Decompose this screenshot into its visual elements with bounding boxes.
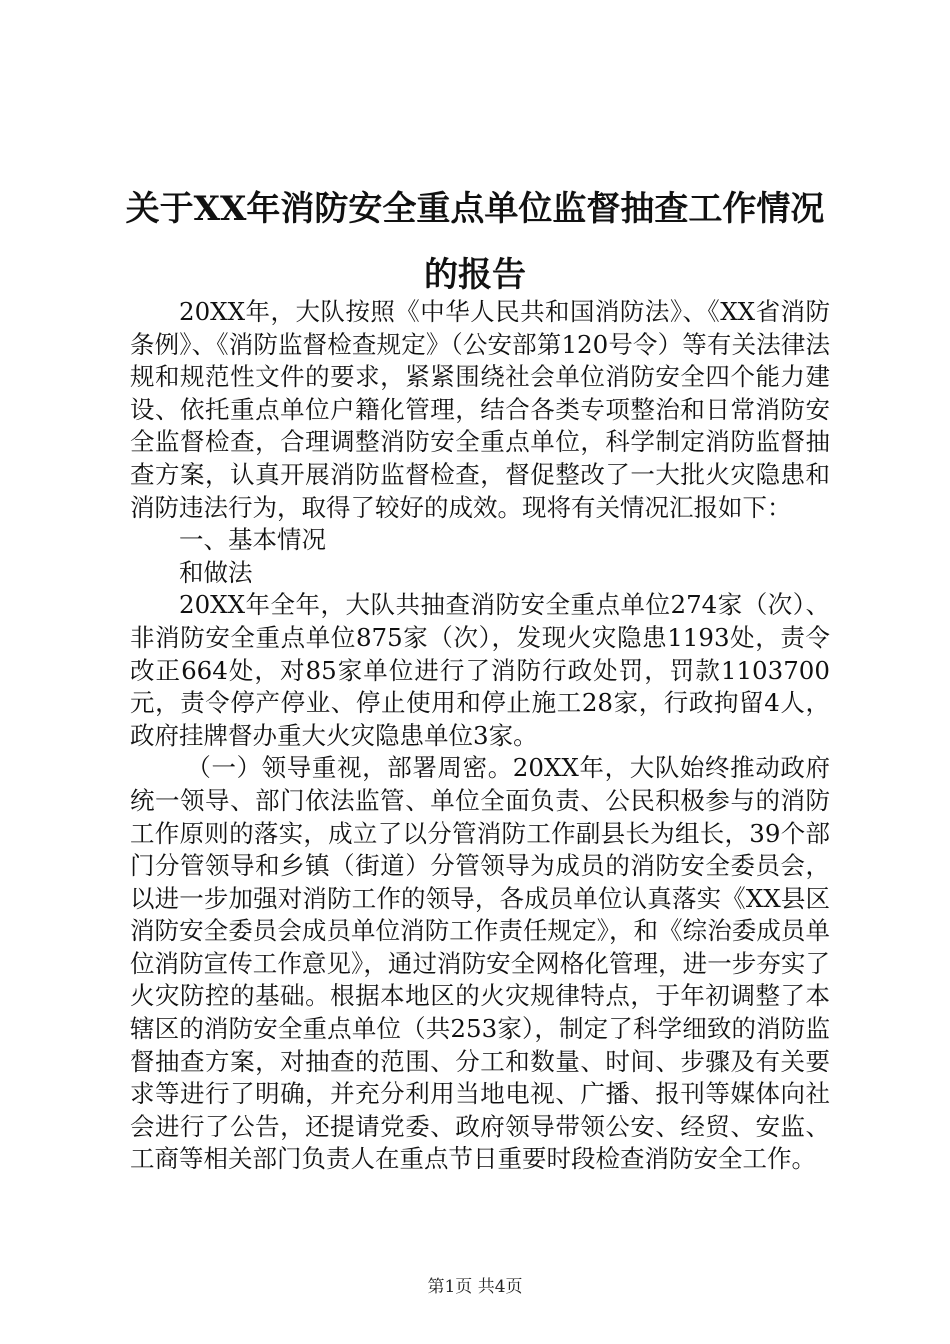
page-footer: 第1页 共4页 <box>427 1277 523 1297</box>
document-title: 关于XX年消防安全重点单位监督抽查工作情况的报告 <box>125 189 825 295</box>
section-heading: 一、基本情况 <box>179 525 326 555</box>
paragraph-statistics: 20XX年全年，大队共抽查消防安全重点单位274家（次）、非消防安全重点单位875家（次），发现火灾隐患1193处，责令改正664处，对85家单位进行了消防行政处罚，罚款1103700元，责令停产停业、停止使用和停止施工28家，行政拘留4人，政府挂牌督办重大火灾隐患单位3家。 <box>130 590 830 750</box>
document-body <box>130 296 830 1176</box>
paragraph-intro: 20XX年，大队按照《中华人民共和国消防法》、《XX省消防条例》、《消防监督检查规定》（公安部第120号令）等有关法律法规和规范性文件的要求，紧紧围绕社会单位消防安全四个能力建设、依托重点单位户籍化管理，结合各类专项整治和日常消防安全监督检查，合理调整消防安全重点单位，科学制定消防监督抽查方案，认真开展消防监督检查，督促整改了一大批火灾隐患和消防违法行为，取得了较好的成效。现将有关情况汇报如下： <box>130 297 830 522</box>
section-heading-continuation: 和做法 <box>179 557 253 587</box>
paragraph-leadership: （一）领导重视，部署周密。20XX年，大队始终推动政府统一领导、部门依法监管、单位全面负责、公民积极参与的消防工作原则的落实，成立了以分管消防工作副县长为组长，39个部门分管领导和乡镇（街道）分管领导为成员的消防安全委员会，以进一步加强对消防工作的领导，各成员单位认真落实《XX县区消防安全委员会成员单位消防工作责任规定》，和《综治委成员单位消防宣传工作意见》，通过消防安全网格化管理，进一步夯实了火灾防控的基础。根据本地区的火灾规律特点，于年初调整了本辖区的消防安全重点单位（共253家），制定了科学细致的消防监督抽查方案，对抽查的范围、分工和数量、时间、步骤及有关要求等进行了明确，并充分利用当地电视、广播、报刊等媒体向社会进行了公告，还提请党委、政府领导带领公安、经贸、安监、工商等相关部门负责人在重点节日重要时段检查消防安全工作。 <box>130 753 830 1174</box>
